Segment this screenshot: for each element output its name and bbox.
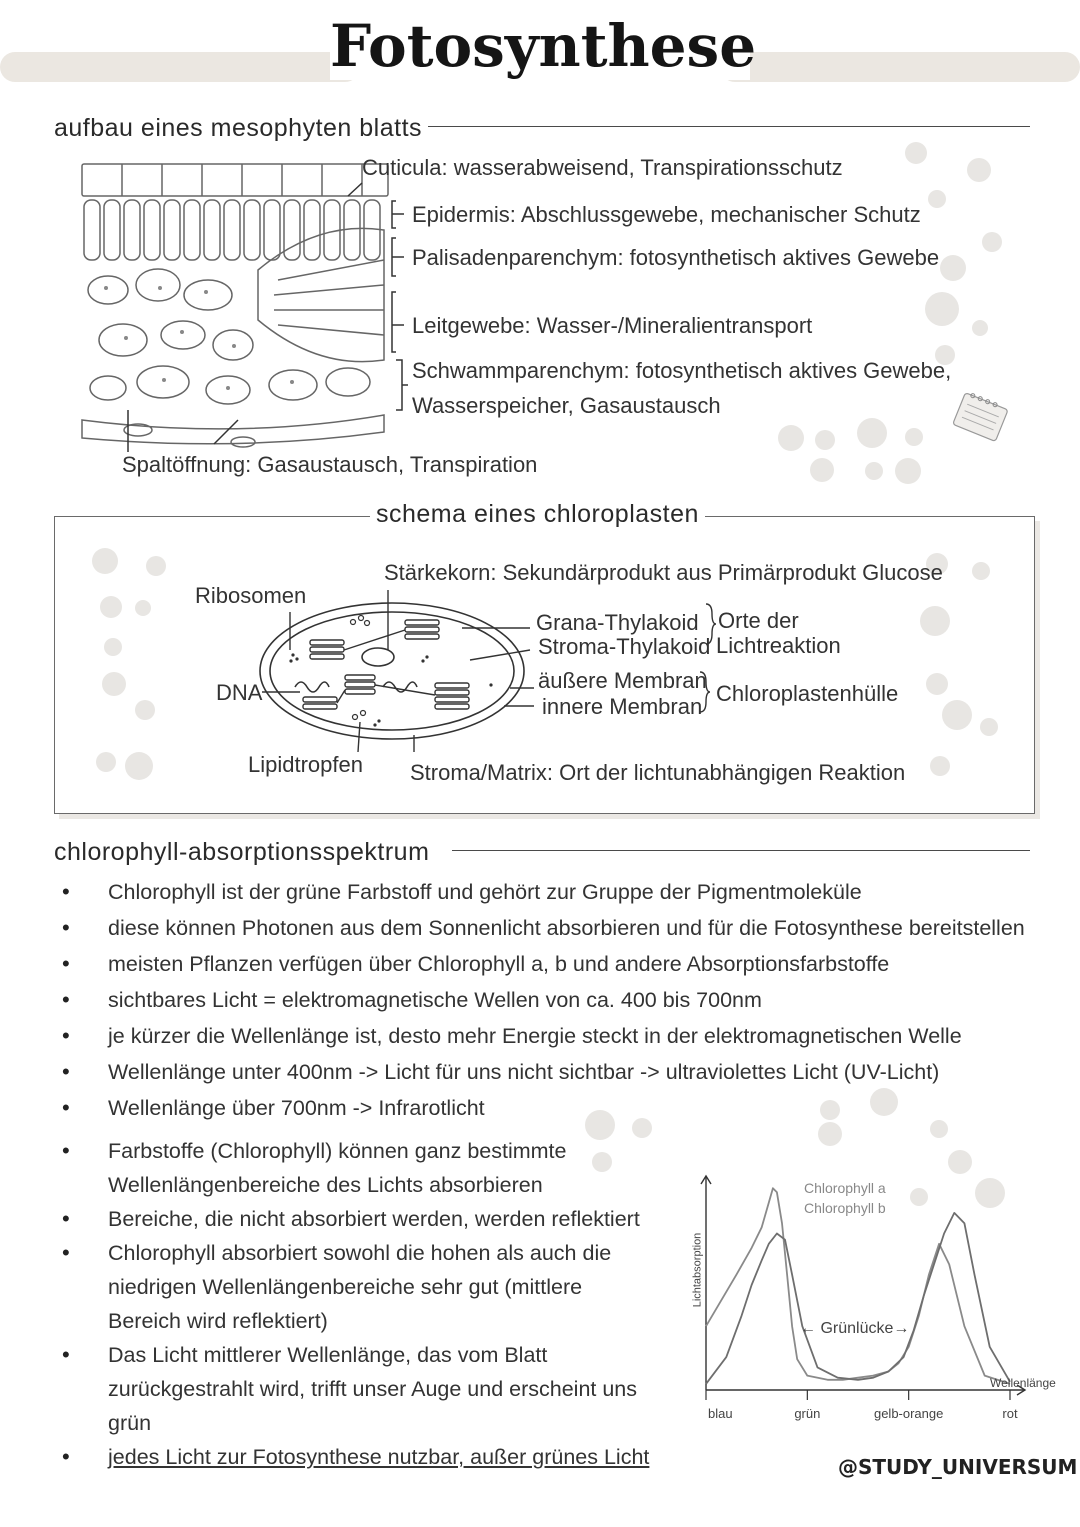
spectrum-heading-rule (452, 850, 1030, 851)
chart-annotation-gruenluecke: ← Grünlücke→ (800, 1320, 910, 1337)
chart-xlabel: Wellenlänge (990, 1376, 1056, 1390)
chloroplast-heading: schema eines chloroplasten (370, 500, 705, 529)
x-tick-label: blau (708, 1406, 733, 1421)
x-tick-label: grün (794, 1406, 821, 1421)
credit-handle: @STUDY_UNIVERSUM (838, 1455, 1078, 1479)
list-item: • Bereiche, die nicht absorbiert werden, werden reflektiert (60, 1202, 660, 1236)
label-schwammparenchym-2: Wasserspeicher, Gasaustausch (412, 393, 721, 418)
label-aeussere-membran: äußere Membran (538, 668, 707, 693)
list-item: • Das Licht mittlerer Wellenlänge, das vom Blatt zurückgestrahlt wird, trifft unser Auge und erscheint uns grün (60, 1338, 660, 1440)
label-spaltoeffnung: Spaltöffnung: Gasaustausch, Transpiration (122, 452, 538, 477)
label-lichtreaktion: Lichtreaktion (716, 633, 841, 658)
label-cuticula: Cuticula: wasserabweisend, Transpirationsschutz (362, 155, 843, 180)
list-item: • Wellenlänge unter 400nm -> Licht für uns nicht sichtbar -> ultraviolettes Licht (UV-Licht) (60, 1054, 1025, 1090)
page-title: Fotosynthese (330, 12, 757, 80)
list-item: • meisten Pflanzen verfügen über Chlorophyll a, b und andere Absorptionsfarbstoffe (60, 946, 1025, 982)
label-lipidtropfen: Lipidtropfen (248, 752, 363, 777)
series-line-2 (706, 1213, 1010, 1384)
list-item: • Chlorophyll absorbiert sowohl die hohen als auch die niedrigen Wellenlängenbereiche sehr gut (mittlere Bereich wird reflektiert) (60, 1236, 660, 1338)
label-palisadenparenchym: Palisadenparenchym: fotosynthetisch aktives Gewebe (412, 245, 940, 270)
spectrum-bullet-list-2 (60, 1134, 660, 1474)
x-tick-label: rot (1002, 1406, 1018, 1421)
label-chloroplastenhuelle: Chloroplastenhülle (716, 681, 899, 706)
list-item: • jedes Licht zur Fotosynthese nutzbar, außer grünes Licht (60, 1440, 660, 1474)
label-dna: DNA (216, 680, 263, 705)
label-staerkekorn: Stärkekorn: Sekundärprodukt aus Primärprodukt Glucose (384, 560, 943, 585)
list-item: • Chlorophyll ist der grüne Farbstoff und gehört zur Gruppe der Pigmentmoleküle (60, 874, 1025, 910)
legend-chlorophyll-a: Chlorophyll a (804, 1180, 886, 1196)
label-orte-der: Orte der (718, 608, 799, 633)
label-ribosomen: Ribosomen (195, 583, 307, 608)
chart-ylabel: Lichtabsorption (691, 1232, 704, 1308)
list-item: • diese können Photonen aus dem Sonnenlicht absorbieren und für die Fotosynthese bereitstellen (60, 910, 1025, 946)
label-stroma-thylakoid: Stroma-Thylakoid (538, 634, 711, 659)
list-item: • Wellenlänge über 700nm -> Infrarotlicht (60, 1090, 1025, 1126)
leaf-heading: aufbau eines mesophyten blatts (54, 114, 423, 142)
label-grana-thylakoid: Grana-Thylakoid (536, 610, 699, 635)
label-stroma-matrix: Stroma/Matrix: Ort der lichtunabhängigen Reaktion (410, 760, 906, 785)
x-tick-label: gelb-orange (873, 1406, 944, 1421)
label-schwammparenchym: Schwammparenchym: fotosynthetisch aktives Gewebe, (412, 358, 952, 383)
list-item: • Farbstoffe (Chlorophyll) können ganz bestimmte Wellenlängenbereiche des Lichts absorbieren (60, 1134, 660, 1202)
spectrum-bullet-list (60, 874, 1025, 1126)
legend-chlorophyll-b: Chlorophyll b (804, 1200, 886, 1216)
label-innere-membran: innere Membran (542, 694, 703, 719)
list-item: • sichtbares Licht = elektromagnetische Wellen von ca. 400 bis 700nm (60, 982, 1025, 1018)
label-leitgewebe: Leitgewebe: Wasser-/Mineralientransport (412, 313, 813, 338)
label-epidermis: Epidermis: Abschlussgewebe, mechanischer Schutz (412, 202, 921, 227)
list-item: • je kürzer die Wellenlänge ist, desto mehr Energie steckt in der elektromagnetischen Welle (60, 1018, 1025, 1054)
spectrum-heading: chlorophyll-absorptionsspektrum (54, 838, 430, 866)
